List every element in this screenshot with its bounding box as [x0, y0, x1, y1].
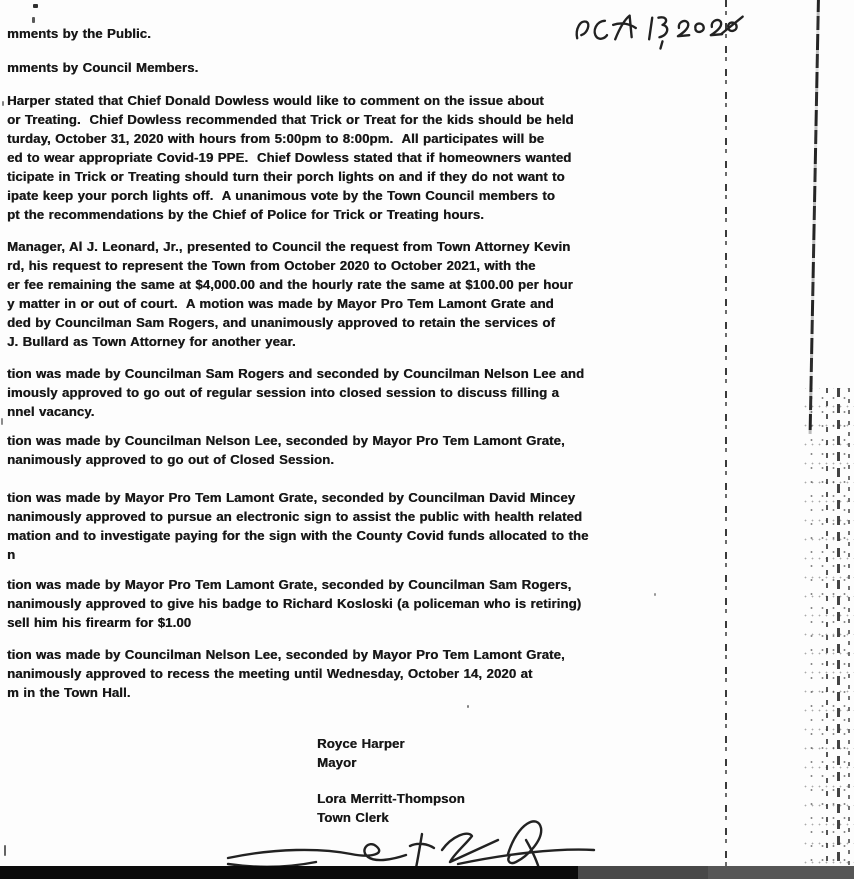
scan-noise-column — [848, 388, 850, 866]
text-line: y matter in or out of court. A motion was made by Mayor Pro Tem Lamont Grate and — [7, 296, 554, 311]
text-line: J. Bullard as Town Attorney for another year. — [7, 334, 296, 349]
text-line: er fee remaining the same at $4,000.00 and the hourly rate the same at $100.00 per hour — [7, 277, 573, 292]
scan-speck — [32, 17, 35, 23]
scan-speck — [467, 705, 469, 708]
text-line: nanimously approved to give his badge to Richard Kosloski (a policeman who is retiring) — [7, 596, 582, 611]
text-line: ded by Councilman Sam Rogers, and unanimously approved to retain the services of — [7, 315, 555, 330]
text-line: n — [7, 547, 16, 562]
text-line: tion was made by Mayor Pro Tem Lamont Grate, seconded by Councilman David Mincey — [7, 490, 576, 505]
text-line: m in the Town Hall. — [7, 685, 131, 700]
text-line: tion was made by Councilman Nelson Lee, seconded by Mayor Pro Tem Lamont Grate, — [7, 647, 565, 662]
scan-speck — [654, 593, 656, 596]
clerk-name: Lora Merritt-Thompson — [317, 791, 465, 806]
clerk-title: Town Clerk — [317, 810, 389, 825]
text-line: imously approved to go out of regular session into closed session to discuss filling a — [7, 385, 559, 400]
scan-artifact-noise-band — [804, 388, 854, 866]
text-line: turday, October 31, 2020 with hours from 5:00pm to 8:00pm. All participates will be — [7, 131, 545, 146]
text-line: pt the recommendations by the Chief of Police for Trick or Treating hours. — [7, 207, 484, 222]
text-line: nanimously approved to pursue an electronic sign to assist the public with health related — [7, 509, 583, 524]
paragraph-badge-firearm — [7, 575, 687, 632]
scan-bar-gray — [578, 866, 708, 879]
scan-noise-column — [837, 388, 840, 866]
text-line: ticipate in Trick or Treating should turn their porch lights on and if they do not want to — [7, 169, 565, 184]
scan-speck — [2, 101, 4, 106]
text-line: Harper stated that Chief Donald Dowless would like to comment on the issue about — [7, 93, 544, 108]
paragraph-closed-session-exit — [7, 431, 687, 469]
intro-line-council — [7, 58, 687, 77]
scan-artifact-dark-line — [809, 0, 820, 434]
text-line: or Treating. Chief Dowless recommended that Trick or Treat for the kids should be held — [7, 112, 574, 127]
text-line: rd, his request to represent the Town from October 2020 to October 2021, with the — [7, 258, 536, 273]
paragraph-closed-session-enter — [7, 364, 687, 421]
text-line: tion was made by Mayor Pro Tem Lamont Grate, seconded by Councilman Sam Rogers, — [7, 577, 572, 592]
paragraph-electronic-sign — [7, 488, 687, 564]
handwritten-date — [570, 6, 755, 52]
scan-bar-black — [0, 866, 578, 879]
scan-artifact-dashed-line — [725, 0, 727, 866]
scan-speck — [4, 845, 6, 856]
text-line: ed to wear appropriate Covid-19 PPE. Chief Dowless stated that if homeowners wanted — [7, 150, 572, 165]
mayor-name: Royce Harper — [317, 736, 405, 751]
paragraph-town-attorney — [7, 237, 687, 351]
signature-scrawl — [226, 812, 598, 874]
text-line: mation and to investigate paying for the sign with the County Covid funds allocated to the — [7, 528, 589, 543]
text-line: ipate keep your porch lights off. A unanimous vote by the Town Council members to — [7, 188, 555, 203]
text-line: sell him his firearm for $1.00 — [7, 615, 192, 630]
text-line: nnel vacancy. — [7, 404, 95, 419]
scan-noise-column — [826, 388, 828, 866]
text-line: mments by Council Members. — [7, 60, 199, 75]
text-line: Manager, Al J. Leonard, Jr., presented to Council the request from Town Attorney Kevin — [7, 239, 571, 254]
text-line: tion was made by Councilman Sam Rogers and seconded by Councilman Nelson Lee and — [7, 366, 585, 381]
paragraph-recess — [7, 645, 687, 702]
text-line: nanimously approved to go out of Closed Session. — [7, 452, 334, 467]
mayor-title: Mayor — [317, 755, 357, 770]
scan-speck — [1, 418, 3, 425]
text-line: mments by the Public. — [7, 26, 151, 41]
scan-speck — [33, 4, 38, 8]
scan-bar-gray-light — [708, 866, 854, 879]
divider — [317, 772, 617, 789]
text-line: nanimously approved to recess the meeting until Wednesday, October 14, 2020 at — [7, 666, 533, 681]
paragraph-trick-or-treat — [7, 91, 687, 224]
text-line: tion was made by Councilman Nelson Lee, seconded by Mayor Pro Tem Lamont Grate, — [7, 433, 565, 448]
